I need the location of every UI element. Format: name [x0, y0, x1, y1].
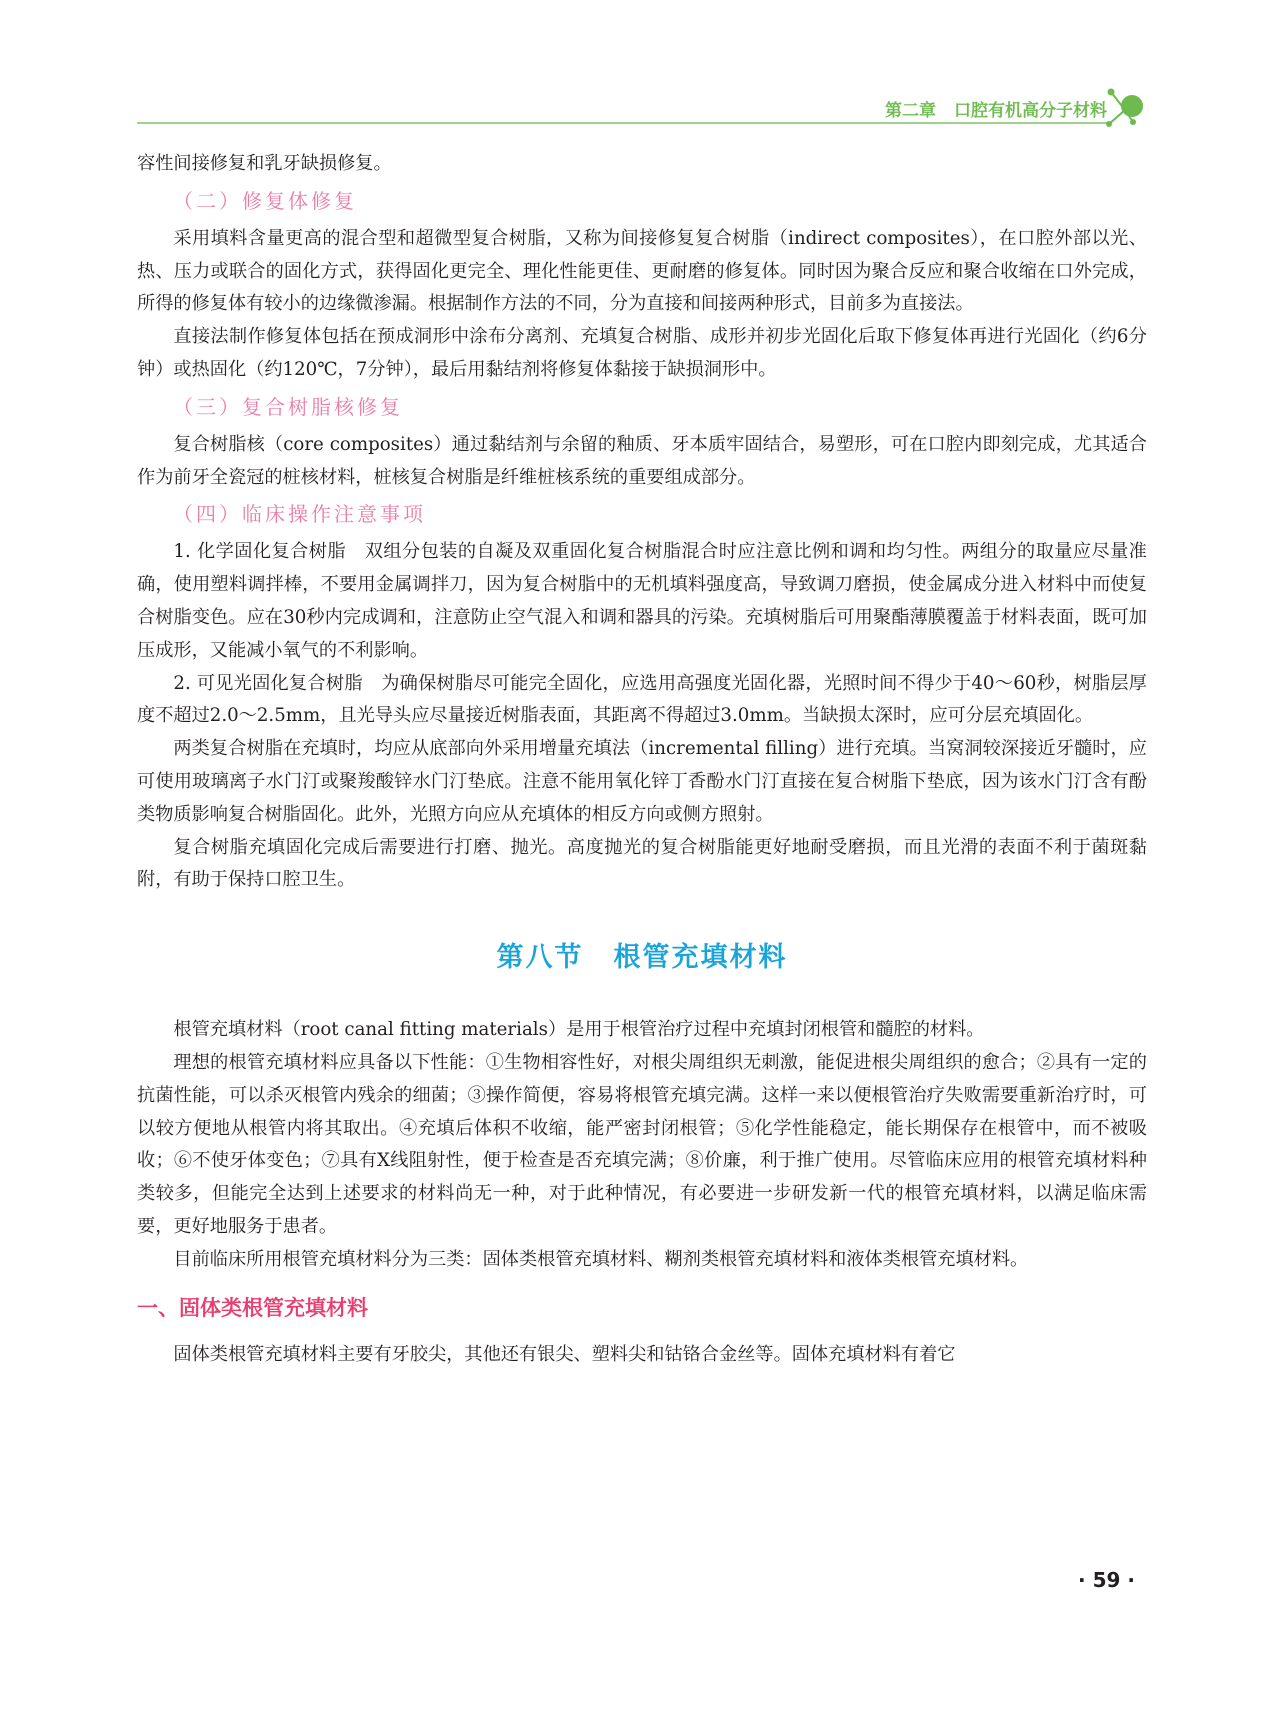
paragraph: 2. 可见光固化复合树脂 为确保树脂尽可能完全固化，应选用高强度光固化器，光照时间不得少于40～60秒，树脂层厚度不超过2.0～2.5mm，且光导头应尽量接近树脂表面，其距离不得超过3.0mm。当缺损太深时，应可分层充填固化。 — [137, 672, 1147, 727]
chapter-number: 第二章 — [885, 101, 936, 121]
header-rule — [137, 122, 1109, 124]
paragraph: 理想的根管充填材料应具备以下性能：①生物相容性好，对根尖周组织无刺激，能促进根尖周组织的愈合；②具有一定的抗菌性能，可以杀灭根管内残余的细菌；③操作简便，容易将根管充填完满。这样一来以便根管治疗失败需要重新治疗时，可以较方便地从根管内将其取出。④充填后体积不收缩，能严密封闭根管；⑤化学性能稳定，能长期保存在根管中，而不被吸收；⑥不使牙体变色；⑦具有X线阻射性，便于检查是否充填完满；⑧价廉，利于推广使用。尽管临床应用的根管充填材料种类较多，但能完全达到上述要求的材料尚无一种，对于此种情况，有必要进一步研发新一代的根管充填材料，以满足临床需要，更好地服务于患者。 — [137, 1051, 1147, 1237]
paragraph: 根管充填材料（root canal fitting materials）是用于根管治疗过程中充填封闭根管和髓腔的材料。 — [173, 1019, 985, 1041]
chapter-name: 口腔有机高分子材料 — [954, 101, 1107, 121]
subheading-clinical-notes: （四）临床操作注意事项 — [173, 502, 426, 527]
paragraph-continuation: 容性间接修复和乳牙缺损修复。 — [137, 153, 392, 174]
section-number: 第八节 — [496, 942, 584, 974]
subheading-core: （三）复合树脂核修复 — [173, 394, 403, 419]
section-title — [137, 935, 1147, 974]
paragraph: 目前临床所用根管充填材料分为三类：固体类根管充填材料、糊剂类根管充填材料和液体类根管充填材料。 — [173, 1248, 1029, 1270]
paragraph: 复合树脂充填固化完成后需要进行打磨、抛光。高度抛光的复合树脂能更好地耐受磨损，而且光滑的表面不利于菌斑黏附，有助于保持口腔卫生。 — [137, 836, 1147, 891]
subheading-restoration: （二）修复体修复 — [173, 188, 357, 213]
molecule-icon — [1105, 84, 1147, 132]
paragraph: 采用填料含量更高的混合型和超微型复合树脂，又称为间接修复复合树脂（indirect composites），在口腔外部以光、热、压力或联合的固化方式，获得固化更完全、理化性能更佳、更耐磨的修复体。同时因为聚合反应和聚合收缩在口外完成，所得的修复体有较小的边缘微渗漏。根据制作方法的不同，分为直接和间接两种形式，目前多为直接法。 — [137, 227, 1147, 315]
paragraph: 复合树脂核（core composites）通过黏结剂与余留的釉质、牙本质牢固结合，易塑形，可在口腔内即刻完成，尤其适合作为前牙全瓷冠的桩核材料，桩核复合树脂是纤维桩核系统的重要组成部分。 — [137, 433, 1147, 488]
section-name: 根管充填材料 — [613, 942, 788, 974]
chapter-title — [885, 96, 1107, 121]
paragraph: 两类复合树脂在充填时，均应从底部向外采用增量充填法（incremental filling）进行充填。当窝洞较深接近牙髓时，应可使用玻璃离子水门汀或聚羧酸锌水门汀垫底。注意不能用氧化锌丁香酚水门汀直接在复合树脂下垫底，因为该水门汀含有酚类物质影响复合树脂固化。此外，光照方向应从充填体的相反方向或侧方照射。 — [137, 738, 1147, 825]
paragraph: 直接法制作修复体包括在预成洞形中涂布分离剂、充填复合树脂、成形并初步光固化后取下修复体再进行光固化（约6分钟）或热固化（约120℃，7分钟），最后用黏结剂将修复体黏接于缺损洞形中。 — [137, 326, 1147, 380]
page-body — [137, 148, 1147, 1371]
paragraph: 固体类根管充填材料主要有牙胶尖，其他还有银尖、塑料尖和钴铬合金丝等。固体充填材料有着它 — [173, 1343, 956, 1365]
page-number: · 59 · — [1078, 1568, 1135, 1592]
paragraph: 1. 化学固化复合树脂 双组分包装的自凝及双重固化复合树脂混合时应注意比例和调和均匀性。两组分的取量应尽量准确，使用塑料调拌棒，不要用金属调拌刀，因为复合树脂中的无机填料强度高，导致调刀磨损，使金属成分进入材料中而使复合树脂变色。应在30秒内完成调和，注意防止空气混入和调和器具的污染。充填树脂后可用聚酯薄膜覆盖于材料表面，既可加压成形，又能减小氧气的不利影响。 — [137, 541, 1147, 661]
heading-solid-materials: 一、固体类根管充填材料 — [137, 1295, 368, 1320]
running-header — [137, 88, 1147, 126]
